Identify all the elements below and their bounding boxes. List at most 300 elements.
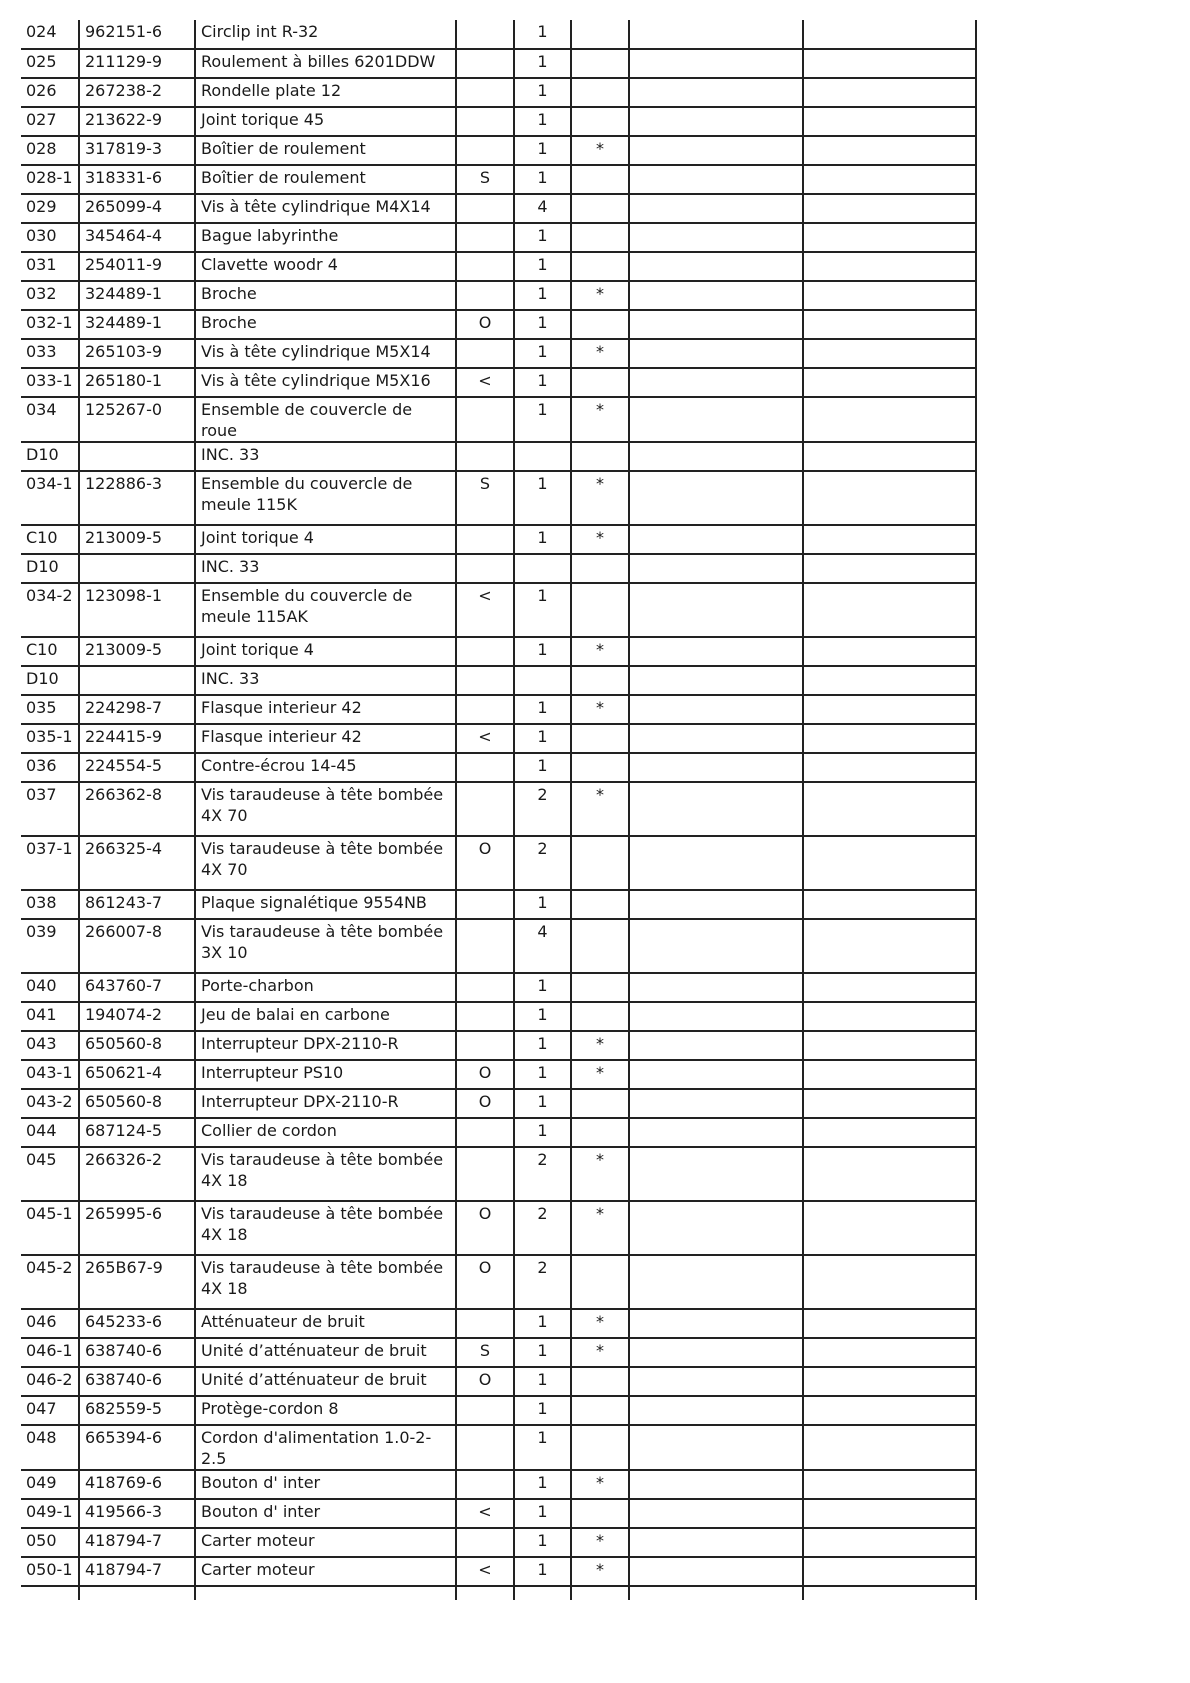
empty-cell [571, 1586, 629, 1600]
description-cell: Collier de cordon [195, 1118, 456, 1147]
extra-cell [803, 252, 976, 281]
remarks-cell [629, 1396, 803, 1425]
code-cell [456, 1147, 514, 1201]
code-cell: O [456, 1060, 514, 1089]
item-number-cell: 027 [21, 107, 79, 136]
extra-cell [803, 695, 976, 724]
code-cell: S [456, 1338, 514, 1367]
remarks-cell [629, 836, 803, 890]
quantity-cell: 1 [514, 583, 571, 637]
quantity-cell: 1 [514, 78, 571, 107]
quantity-cell: 1 [514, 339, 571, 368]
item-number-cell: 050 [21, 1528, 79, 1557]
part-number-cell: 266007-8 [79, 919, 195, 973]
description-cell: INC. 33 [195, 554, 456, 583]
item-number-cell: 034 [21, 397, 79, 442]
item-number-cell: 046-1 [21, 1338, 79, 1367]
part-number-cell: 345464-4 [79, 223, 195, 252]
part-number-cell: 318331-6 [79, 165, 195, 194]
extra-cell [803, 1367, 976, 1396]
code-cell [456, 339, 514, 368]
remarks-cell [629, 136, 803, 165]
remarks-cell [629, 1338, 803, 1367]
table-row [21, 1118, 976, 1147]
extra-cell [803, 78, 976, 107]
table-row [21, 1031, 976, 1060]
extra-cell [803, 782, 976, 836]
code-cell [456, 442, 514, 471]
quantity-cell: 1 [514, 1528, 571, 1557]
remarks-cell [629, 107, 803, 136]
extra-cell [803, 194, 976, 223]
quantity-cell: 1 [514, 1367, 571, 1396]
remarks-cell [629, 310, 803, 339]
remarks-cell [629, 1201, 803, 1255]
empty-cell [21, 1586, 79, 1600]
note-mark-cell: * [571, 339, 629, 368]
code-cell [456, 78, 514, 107]
part-number-cell: 265099-4 [79, 194, 195, 223]
description-cell: INC. 33 [195, 666, 456, 695]
part-number-cell: 194074-2 [79, 1002, 195, 1031]
extra-cell [803, 1528, 976, 1557]
description-cell: Roulement à billes 6201DDW [195, 49, 456, 78]
description-cell: Interrupteur PS10 [195, 1060, 456, 1089]
description-cell: Flasque interieur 42 [195, 724, 456, 753]
description-cell: Cordon d'alimentation 1.0-2-2.5 [195, 1425, 456, 1470]
note-mark-cell: * [571, 637, 629, 666]
table-row [21, 397, 976, 442]
quantity-cell: 1 [514, 49, 571, 78]
remarks-cell [629, 782, 803, 836]
quantity-cell: 1 [514, 1060, 571, 1089]
description-cell: Broche [195, 281, 456, 310]
description-cell: Carter moteur [195, 1528, 456, 1557]
item-number-cell: 040 [21, 973, 79, 1002]
table-row [21, 724, 976, 753]
code-cell: O [456, 310, 514, 339]
item-number-cell: 048 [21, 1425, 79, 1470]
extra-cell [803, 1089, 976, 1118]
item-number-cell: 026 [21, 78, 79, 107]
note-mark-cell [571, 78, 629, 107]
part-number-cell: 682559-5 [79, 1396, 195, 1425]
table-row [21, 753, 976, 782]
note-mark-cell [571, 554, 629, 583]
quantity-cell: 1 [514, 107, 571, 136]
quantity-cell: 4 [514, 194, 571, 223]
description-cell: Vis taraudeuse à tête bombée 4X 18 [195, 1147, 456, 1201]
code-cell: O [456, 1089, 514, 1118]
code-cell [456, 1118, 514, 1147]
note-mark-cell [571, 583, 629, 637]
table-row [21, 194, 976, 223]
part-number-cell: 265995-6 [79, 1201, 195, 1255]
table-row [21, 1557, 976, 1586]
extra-cell [803, 554, 976, 583]
quantity-cell: 1 [514, 252, 571, 281]
parts-table [21, 20, 977, 1600]
description-cell: INC. 33 [195, 442, 456, 471]
extra-cell [803, 165, 976, 194]
code-cell [456, 1031, 514, 1060]
description-cell: Vis taraudeuse à tête bombée 4X 70 [195, 836, 456, 890]
description-cell: Jeu de balai en carbone [195, 1002, 456, 1031]
item-number-cell: 034-1 [21, 471, 79, 525]
note-mark-cell: * [571, 695, 629, 724]
part-number-cell: 645233-6 [79, 1309, 195, 1338]
table-row [21, 78, 976, 107]
remarks-cell [629, 471, 803, 525]
table-row [21, 1309, 976, 1338]
description-cell: Flasque interieur 42 [195, 695, 456, 724]
extra-cell [803, 397, 976, 442]
description-cell: Joint torique 45 [195, 107, 456, 136]
remarks-cell [629, 1528, 803, 1557]
note-mark-cell [571, 890, 629, 919]
quantity-cell: 2 [514, 836, 571, 890]
extra-cell [803, 637, 976, 666]
quantity-cell: 1 [514, 1557, 571, 1586]
table-row [21, 1338, 976, 1367]
item-number-cell: C10 [21, 525, 79, 554]
remarks-cell [629, 890, 803, 919]
description-cell: Vis taraudeuse à tête bombée 4X 18 [195, 1255, 456, 1309]
item-number-cell: 028 [21, 136, 79, 165]
quantity-cell: 1 [514, 368, 571, 397]
remarks-cell [629, 1089, 803, 1118]
extra-cell [803, 281, 976, 310]
extra-cell [803, 1060, 976, 1089]
part-number-cell: 638740-6 [79, 1367, 195, 1396]
item-number-cell: 037-1 [21, 836, 79, 890]
quantity-cell: 1 [514, 223, 571, 252]
item-number-cell: D10 [21, 666, 79, 695]
part-number-cell: 650621-4 [79, 1060, 195, 1089]
note-mark-cell [571, 919, 629, 973]
extra-cell [803, 223, 976, 252]
part-number-cell: 687124-5 [79, 1118, 195, 1147]
empty-cell [514, 1586, 571, 1600]
item-number-cell: 039 [21, 919, 79, 973]
code-cell [456, 554, 514, 583]
table-row [21, 1002, 976, 1031]
table-row [21, 1367, 976, 1396]
item-number-cell: C10 [21, 637, 79, 666]
part-number-cell: 638740-6 [79, 1338, 195, 1367]
note-mark-cell: * [571, 1557, 629, 1586]
note-mark-cell [571, 1255, 629, 1309]
extra-cell [803, 1002, 976, 1031]
item-number-cell: 037 [21, 782, 79, 836]
quantity-cell: 1 [514, 310, 571, 339]
quantity-cell [514, 442, 571, 471]
remarks-cell [629, 1499, 803, 1528]
quantity-cell: 1 [514, 1425, 571, 1470]
code-cell [456, 1470, 514, 1499]
table-row [21, 471, 976, 525]
quantity-cell: 1 [514, 1031, 571, 1060]
item-number-cell: 034-2 [21, 583, 79, 637]
description-cell: Vis à tête cylindrique M5X14 [195, 339, 456, 368]
remarks-cell [629, 1557, 803, 1586]
item-number-cell: 028-1 [21, 165, 79, 194]
code-cell: O [456, 836, 514, 890]
description-cell: Circlip int R-32 [195, 20, 456, 49]
table-row [21, 20, 976, 49]
part-number-cell [79, 442, 195, 471]
code-cell: < [456, 1557, 514, 1586]
description-cell: Vis à tête cylindrique M4X14 [195, 194, 456, 223]
table-row [21, 919, 976, 973]
remarks-cell [629, 1309, 803, 1338]
table-row [21, 666, 976, 695]
code-cell [456, 1309, 514, 1338]
code-cell [456, 1396, 514, 1425]
quantity-cell: 1 [514, 1338, 571, 1367]
quantity-cell: 1 [514, 525, 571, 554]
item-number-cell: D10 [21, 442, 79, 471]
part-number-cell: 324489-1 [79, 310, 195, 339]
extra-cell [803, 1255, 976, 1309]
note-mark-cell [571, 165, 629, 194]
description-cell: Porte-charbon [195, 973, 456, 1002]
description-cell: Joint torique 4 [195, 525, 456, 554]
note-mark-cell [571, 1089, 629, 1118]
extra-cell [803, 1338, 976, 1367]
note-mark-cell: * [571, 1470, 629, 1499]
table-row [21, 1528, 976, 1557]
extra-cell [803, 1425, 976, 1470]
remarks-cell [629, 1118, 803, 1147]
code-cell [456, 753, 514, 782]
description-cell: Carter moteur [195, 1557, 456, 1586]
note-mark-cell [571, 49, 629, 78]
part-number-cell: 418794-7 [79, 1528, 195, 1557]
note-mark-cell [571, 1499, 629, 1528]
quantity-cell: 4 [514, 919, 571, 973]
extra-cell [803, 49, 976, 78]
extra-cell [803, 1309, 976, 1338]
note-mark-cell [571, 1396, 629, 1425]
extra-cell [803, 20, 976, 49]
table-row [21, 973, 976, 1002]
table-row [21, 695, 976, 724]
part-number-cell: 224554-5 [79, 753, 195, 782]
item-number-cell: 050-1 [21, 1557, 79, 1586]
part-number-cell: 254011-9 [79, 252, 195, 281]
part-number-cell: 266326-2 [79, 1147, 195, 1201]
item-number-cell: 038 [21, 890, 79, 919]
part-number-cell: 650560-8 [79, 1031, 195, 1060]
description-cell: Bouton d' inter [195, 1470, 456, 1499]
description-cell: Vis taraudeuse à tête bombée 4X 70 [195, 782, 456, 836]
item-number-cell: 024 [21, 20, 79, 49]
extra-cell [803, 471, 976, 525]
code-cell [456, 973, 514, 1002]
item-number-cell: 035-1 [21, 724, 79, 753]
code-cell: S [456, 165, 514, 194]
remarks-cell [629, 1470, 803, 1499]
table-row [21, 252, 976, 281]
quantity-cell: 2 [514, 782, 571, 836]
part-number-cell: 665394-6 [79, 1425, 195, 1470]
note-mark-cell: * [571, 525, 629, 554]
remarks-cell [629, 1425, 803, 1470]
table-row [21, 836, 976, 890]
quantity-cell: 1 [514, 136, 571, 165]
part-number-cell [79, 554, 195, 583]
code-cell: O [456, 1255, 514, 1309]
code-cell: O [456, 1367, 514, 1396]
quantity-cell: 1 [514, 637, 571, 666]
note-mark-cell [571, 1002, 629, 1031]
code-cell: O [456, 1201, 514, 1255]
quantity-cell: 1 [514, 1499, 571, 1528]
quantity-cell [514, 666, 571, 695]
remarks-cell [629, 223, 803, 252]
remarks-cell [629, 583, 803, 637]
table-row [21, 1060, 976, 1089]
table-row [21, 49, 976, 78]
part-number-cell: 266325-4 [79, 836, 195, 890]
note-mark-cell: * [571, 397, 629, 442]
part-number-cell: 861243-7 [79, 890, 195, 919]
empty-cell [195, 1586, 456, 1600]
description-cell: Ensemble de couvercle de roue [195, 397, 456, 442]
remarks-cell [629, 753, 803, 782]
table-row [21, 1147, 976, 1201]
note-mark-cell: * [571, 1528, 629, 1557]
code-cell [456, 1528, 514, 1557]
table-row [21, 310, 976, 339]
item-number-cell: 033 [21, 339, 79, 368]
quantity-cell: 1 [514, 471, 571, 525]
extra-cell [803, 136, 976, 165]
part-number-cell: 211129-9 [79, 49, 195, 78]
quantity-cell [514, 554, 571, 583]
description-cell: Boîtier de roulement [195, 136, 456, 165]
description-cell: Protège-cordon 8 [195, 1396, 456, 1425]
extra-cell [803, 919, 976, 973]
table-row [21, 107, 976, 136]
remarks-cell [629, 339, 803, 368]
description-cell: Interrupteur DPX-2110-R [195, 1089, 456, 1118]
note-mark-cell [571, 252, 629, 281]
extra-cell [803, 836, 976, 890]
extra-cell [803, 1499, 976, 1528]
note-mark-cell [571, 223, 629, 252]
item-number-cell: 033-1 [21, 368, 79, 397]
note-mark-cell: * [571, 281, 629, 310]
description-cell: Rondelle plate 12 [195, 78, 456, 107]
extra-cell [803, 1201, 976, 1255]
remarks-cell [629, 1147, 803, 1201]
description-cell: Atténuateur de bruit [195, 1309, 456, 1338]
description-cell: Joint torique 4 [195, 637, 456, 666]
item-number-cell: 025 [21, 49, 79, 78]
item-number-cell: 049-1 [21, 1499, 79, 1528]
remarks-cell [629, 724, 803, 753]
table-row [21, 136, 976, 165]
extra-cell [803, 368, 976, 397]
code-cell [456, 223, 514, 252]
remarks-cell [629, 637, 803, 666]
part-number-cell: 125267-0 [79, 397, 195, 442]
table-row [21, 368, 976, 397]
item-number-cell: 029 [21, 194, 79, 223]
code-cell [456, 1002, 514, 1031]
extra-cell [803, 724, 976, 753]
remarks-cell [629, 20, 803, 49]
extra-cell [803, 583, 976, 637]
extra-cell [803, 310, 976, 339]
table-row [21, 281, 976, 310]
quantity-cell: 1 [514, 1118, 571, 1147]
remarks-cell [629, 281, 803, 310]
item-number-cell: 046-2 [21, 1367, 79, 1396]
part-number-cell: 418794-7 [79, 1557, 195, 1586]
remarks-cell [629, 973, 803, 1002]
table-row [21, 1499, 976, 1528]
note-mark-cell [571, 836, 629, 890]
item-number-cell: 045-2 [21, 1255, 79, 1309]
code-cell [456, 890, 514, 919]
item-number-cell: 035 [21, 695, 79, 724]
empty-cell [79, 1586, 195, 1600]
part-number-cell: 224298-7 [79, 695, 195, 724]
code-cell [456, 695, 514, 724]
code-cell [456, 1425, 514, 1470]
code-cell [456, 782, 514, 836]
table-row [21, 1425, 976, 1470]
part-number-cell: 265103-9 [79, 339, 195, 368]
part-number-cell: 324489-1 [79, 281, 195, 310]
item-number-cell: 045-1 [21, 1201, 79, 1255]
item-number-cell: 032 [21, 281, 79, 310]
item-number-cell: 047 [21, 1396, 79, 1425]
quantity-cell: 2 [514, 1201, 571, 1255]
remarks-cell [629, 525, 803, 554]
item-number-cell: 041 [21, 1002, 79, 1031]
note-mark-cell [571, 442, 629, 471]
remarks-cell [629, 368, 803, 397]
extra-cell [803, 1118, 976, 1147]
part-number-cell: 122886-3 [79, 471, 195, 525]
item-number-cell: 046 [21, 1309, 79, 1338]
item-number-cell: D10 [21, 554, 79, 583]
note-mark-cell: * [571, 1201, 629, 1255]
table-row-continuation [21, 1586, 976, 1600]
table-row [21, 165, 976, 194]
code-cell [456, 136, 514, 165]
part-number-cell: 962151-6 [79, 20, 195, 49]
remarks-cell [629, 442, 803, 471]
description-cell: Boîtier de roulement [195, 165, 456, 194]
table-row [21, 554, 976, 583]
table-row [21, 339, 976, 368]
remarks-cell [629, 919, 803, 973]
part-number-cell: 224415-9 [79, 724, 195, 753]
remarks-cell [629, 252, 803, 281]
quantity-cell: 1 [514, 397, 571, 442]
note-mark-cell [571, 310, 629, 339]
quantity-cell: 1 [514, 1396, 571, 1425]
quantity-cell: 1 [514, 1002, 571, 1031]
note-mark-cell: * [571, 1060, 629, 1089]
remarks-cell [629, 194, 803, 223]
table-row [21, 1201, 976, 1255]
